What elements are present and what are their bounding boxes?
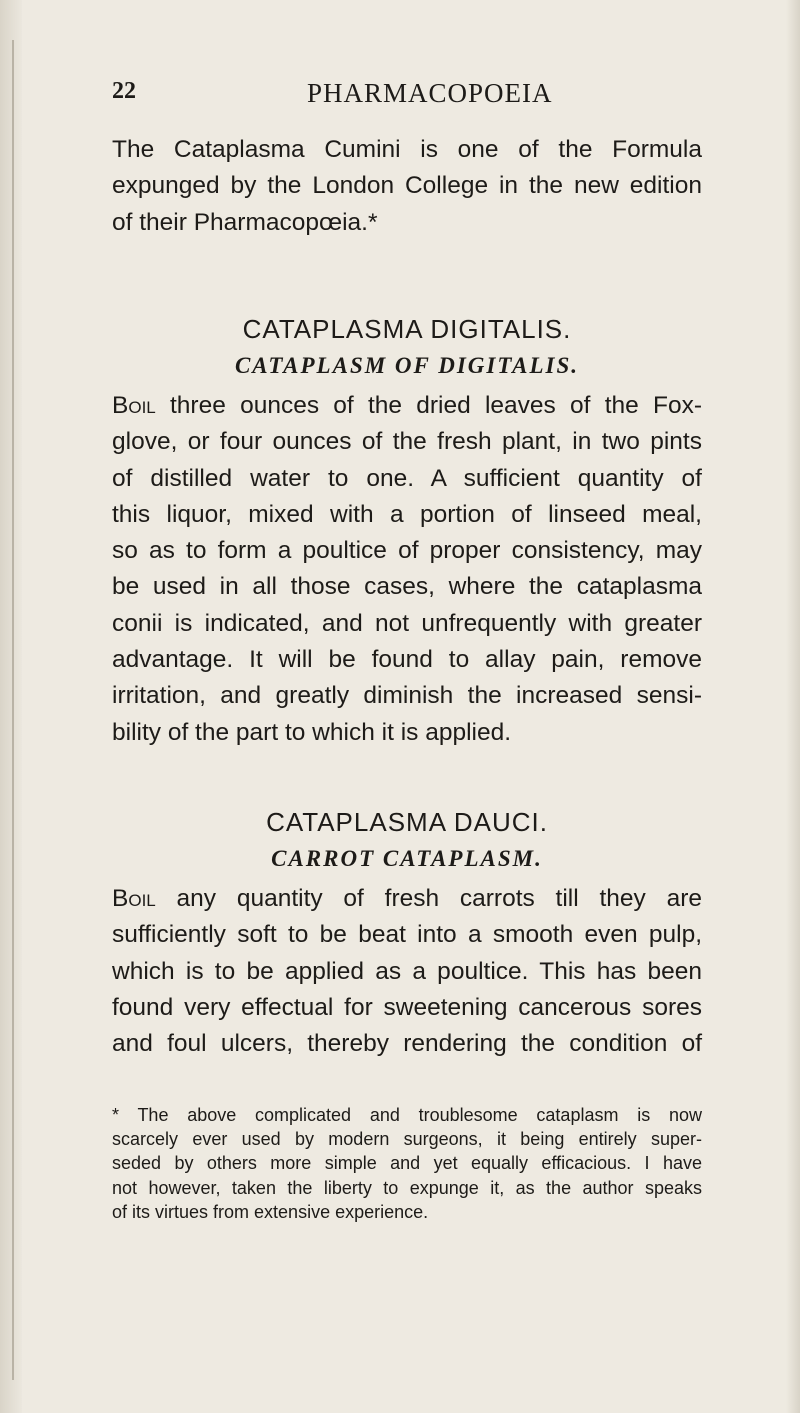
section-subheading: CATAPLASM OF DIGITALIS. <box>234 353 580 378</box>
text-line-rest: three ounces of the dried leaves of the Fox- <box>155 392 702 419</box>
footnote-line: of its virtues from extensive experience. <box>112 1201 429 1222</box>
footnote-line: scarcely ever used by modern surgeons, it being entirely super- <box>112 1129 702 1150</box>
intro-paragraph <box>112 132 702 241</box>
text-line: be used in all those cases, where the cataplasma <box>112 573 702 601</box>
footnote-line: not however, taken the liberty to expunge it, as the author speaks <box>112 1177 702 1198</box>
text-line: of their Pharmacopœia.* <box>112 208 378 236</box>
section-paragraph <box>112 388 702 751</box>
text-line: conii is indicated, and not unfrequently with greater <box>112 609 702 637</box>
text-line: of distilled water to one. A sufficient quantity of <box>112 464 702 492</box>
text-line: sufficiently soft to be beat into a smooth even pulp, <box>112 921 702 949</box>
running-head: PHARMACOPOEIA <box>307 78 553 108</box>
section-subheading: CARROT CATAPLASM. <box>271 846 543 871</box>
text-line: bility of the part to which it is applied. <box>112 718 512 746</box>
footnote-line: * The above complicated and troublesome cataplasm is now <box>112 1105 702 1125</box>
text-line: and foul ulcers, thereby rendering the condition of <box>112 1030 702 1058</box>
text-line: which is to be applied as a poultice. This has been <box>112 957 702 985</box>
text-line: advantage. It will be found to allay pain, remove <box>112 646 702 674</box>
binding-gutter <box>0 0 22 1413</box>
section-heading: CATAPLASMA DIGITALIS. <box>242 314 572 344</box>
page-edge-shadow <box>786 0 800 1413</box>
lead-word: Boil <box>112 392 156 419</box>
text-line: glove, or four ounces of the fresh plant, in two pints <box>112 428 702 456</box>
page-header <box>112 78 692 118</box>
text-line: irritation, and greatly diminish the increased sensi- <box>112 682 702 710</box>
page-number: 22 <box>112 78 136 104</box>
text-line: this liquor, mixed with a portion of linseed meal, <box>112 500 702 528</box>
text-line: found very effectual for sweetening cancerous sores <box>112 993 702 1021</box>
text-line <box>112 881 702 917</box>
section-heading: CATAPLASMA DAUCI. <box>266 807 548 837</box>
gutter-line <box>12 40 14 1380</box>
text-line: so as to form a poultice of proper consistency, may <box>112 537 702 565</box>
footnote-line: seded by others more simple and yet equally efficacious. I have <box>112 1153 702 1174</box>
footnote <box>112 1103 702 1224</box>
text-line: The Cataplasma Cumini is one of the Formula <box>112 136 702 163</box>
lead-word: Boil <box>112 885 156 912</box>
text-line: expunged by the London College in the new edition <box>112 172 702 200</box>
text-line <box>112 388 702 424</box>
text-line-rest: any quantity of fresh carrots till they are <box>155 885 702 912</box>
section-paragraph <box>112 881 702 1062</box>
